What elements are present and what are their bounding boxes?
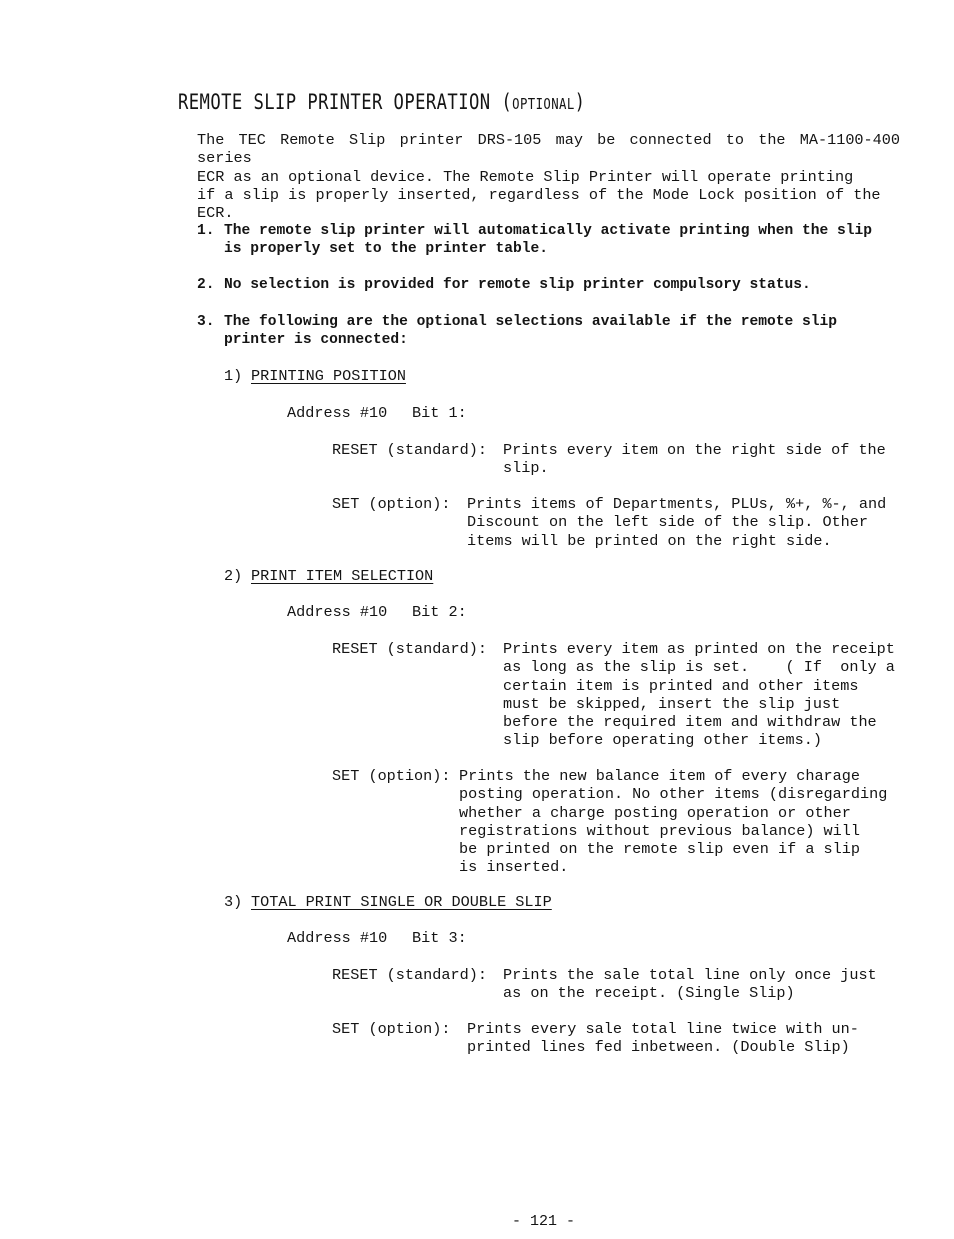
set-description [467,1020,899,1057]
desc-line: registrations without previous balance) will [459,821,861,840]
item-line: is properly set to the printer table. [224,241,549,258]
item-line: printer is connected: [224,332,408,349]
desc-line: Prints every item on the right side of the [503,441,886,459]
bit-label: Bit 2: [412,603,467,621]
desc-line: must be skipped, insert the slip just [503,694,841,713]
desc-line: whether a charge posting operation or other [459,803,851,822]
desc-line: certain item is printed and other items [503,676,859,695]
item-line: The remote slip printer will automatically activate printing when the slip [224,223,873,239]
desc-line: Discount on the left side of the slip. Other [467,513,869,532]
desc-line: slip. [503,459,549,478]
section-title: PRINT ITEM SELECTION [251,567,434,585]
item-3-text [224,313,900,350]
desc-line: printed lines fed inbetween. (Double Slip) [467,1038,850,1057]
item-number: 2. [197,277,215,293]
item-2-text [224,276,811,294]
address-label: Address #10 [287,929,388,947]
bit-label: Bit 1: [412,404,467,422]
desc-line: before the required item and withdraw the [503,713,877,732]
bit-label: Bit 3: [412,929,467,947]
reset-description [503,640,899,750]
item-number: 1. [197,223,215,239]
reset-label: RESET (standard): [332,966,487,984]
desc-line: as long as the slip is set. ( If only a [503,658,895,677]
desc-line: Prints items of Departments, PLUs, %+, %-, and [467,495,887,513]
desc-line: Prints the sale total line only once just [503,966,877,984]
title-optional: OPTIONAL [512,95,575,113]
intro-line: The TEC Remote Slip printer DRS-105 may be connected to the MA-1100-400 series [197,131,900,168]
intro-line: ECR as an optional device. The Remote Slip Printer will operate printing [197,167,854,186]
desc-line: Prints the new balance item of every charage [459,767,861,785]
title-paren-close: ) [574,90,586,114]
reset-label: RESET (standard): [332,640,487,658]
intro-line: ECR. [197,204,234,223]
desc-line: Prints every sale total line twice with un- [467,1020,859,1038]
section-number: 2) [224,567,243,585]
desc-line: posting operation. No other items (disregarding [459,785,888,804]
title-main: REMOTE SLIP PRINTER OPERATION [178,90,491,114]
set-description [459,767,899,877]
address-label: Address #10 [287,404,388,422]
reset-description [503,441,886,478]
desc-line: items will be printed on the right side. [467,531,832,550]
reset-label: RESET (standard): [332,441,487,459]
desc-line: as on the receipt. (Single Slip) [503,984,795,1003]
title-paren-open: ( [501,90,513,114]
desc-line: is inserted. [459,858,569,877]
intro-line: if a slip is properly inserted, regardless of the Mode Lock position of the [197,185,881,204]
desc-line: be printed on the remote slip even if a slip [459,840,861,859]
section-number: 1) [224,367,243,385]
reset-description [503,966,899,1003]
item-line: No selection is provided for remote slip printer compulsory status. [224,277,811,293]
set-label: SET (option): [332,1020,451,1038]
set-description [467,495,899,550]
intro-paragraph [197,131,900,222]
page-title [178,90,585,114]
desc-line: slip before operating other items.) [503,731,822,750]
item-number: 3. [197,314,215,330]
set-label: SET (option): [332,495,451,513]
item-line: The following are the optional selections available if the remote slip [224,314,838,330]
item-1-text [224,222,900,259]
page-number: - 121 - [512,1213,576,1230]
desc-line: Prints every item as printed on the receipt [503,640,895,658]
set-label: SET (option): [332,767,451,785]
section-title: TOTAL PRINT SINGLE OR DOUBLE SLIP [251,893,552,911]
section-title: PRINTING POSITION [251,367,406,385]
section-number: 3) [224,893,243,911]
address-label: Address #10 [287,603,388,621]
